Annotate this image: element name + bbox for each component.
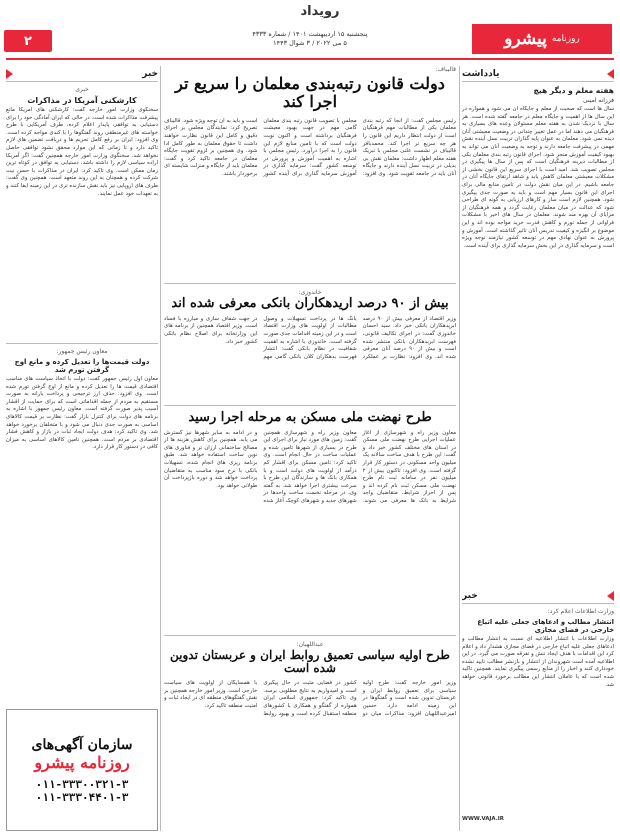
left-news2-title: دولت قیمت‌ها را تعدیل کرده و مانع اوج گرفتن تورم شد (14, 358, 150, 374)
article4-kicker: عبداللهیان: (296, 640, 324, 648)
article4-body: وزیر امور خارجه گفت: طرح اولیه سیاسی برای تعمیق روابط ایران و عربستان تدوین شده است و گفتگوها در این زمینه ادامه دارد. حسین امیرعبداللهیان افزود: مذاکرات میان دو کشور در فضایی مثبت در حال پیگیری است و امیدواریم به نتایج مطلوبی برسد. وی تاکید کرد: جمهوری اسلامی ایران همواره از گفتگو و همکاری با کشورهای منطقه استقبال کرده است و بهبود روابط با همسایگان از اولویت های سیاست خارجی است. وزیر امور خارجه همچنین بر نقش گفتگوهای منطقه ای در ایجاد ثبات و امنیت منطقه تاکید کرد. (164, 680, 456, 717)
rule (164, 405, 456, 406)
advertisement-box (6, 709, 158, 831)
ad-line2: روزنامه پیشرو (34, 752, 130, 772)
left-news1-kicker: خبری (75, 86, 89, 93)
page-number: ۲ (4, 30, 52, 52)
news-kicker: وزارت اطلاعات اعلام کرد: (547, 608, 614, 615)
article2-body: وزیر اقتصاد از معرفی بیش از ۹۰ درصد ابرپدهکاران بانکی خبر داد. سید احسان خاندوزی گفت: در اجرای تکالیف قانونی، فهرست ابربدهکاران بانکی منتشر شده است و بیش از ۹۰ درصد آنان معرفی شده اند. وی افزود: نظارت بر عملکرد بانک ها در پرداخت تسهیلات و وصول مطالبات از اولویت های وزارت اقتصاد است و در این زمینه اقدامات جدی صورت گرفته است. خاندوزی با اشاره به اهمیت شفافیت در نظام بانکی گفت: انتشار فهرست بدهکاران کلان بانکی گامی مهم در جهت شفاف سازی و مبارزه با فساد است. وزیر اقتصاد همچنین از برنامه های این وزارتخانه برای اصلاح نظام بانکی کشور خبر داد. (164, 315, 456, 360)
section-tag-news (462, 588, 614, 604)
column-divider-right (459, 66, 460, 831)
article1-kicker: قالیباف: (435, 66, 456, 73)
logo-text: پیشرو (504, 29, 547, 49)
article1-body: رئیس مجلس گفت: از آنجا که رتبه بندی معلمان یکی از مطالبات مهم فرهنگیان است از دولت انتظار داریم این قانون را هر چه سریع تر اجرا کند. محمدباقر قالیباف در نشست علنی مجلس با تبریک هفته معلم اظهار داشت: معلمان نقش بی بدیلی در تربیت نسل آینده دارند و جایگاه آنان باید در جامعه تقویت شود. وی افزود: مجلس با تصویب قانون رتبه بندی معلمان گامی مهم در جهت بهبود معیشت فرهنگیان برداشته است و اکنون نوبت دولت است که با تامین منابع لازم این قانون را به اجرا درآورد. رئیس مجلس با اشاره به اهمیت آموزش و پرورش در توسعه کشور گفت: سرمایه گذاری در آموزش سرمایه گذاری برای آینده کشور است و باید به آن توجه ویژه شود. قالیباف تصریح کرد: نمایندگان مجلس بر اجرای دقیق و کامل این قانون نظارت خواهند داشت تا حقوق معلمان به طور کامل ادا شود. وی همچنین بر لزوم تقویت جایگاه معلمان در جامعه تاکید کرد و گفت: معلمان باید از جایگاه و منزلت شایسته ای برخوردار باشند. (164, 117, 456, 177)
note-title: هفته معلم و دیگر هیچ (533, 86, 614, 95)
news-website[interactable]: WWW.VAJA.IR (462, 816, 504, 822)
article2-headline: بیش از ۹۰ درصد اریدهکاران بانکی معرفی شده اند (171, 295, 449, 311)
section-title: رویداد (300, 4, 340, 19)
column-divider-left (160, 66, 161, 831)
dateline-other: ۵ می ۲۰۲۲ / ۳ شوال ۱۴۴۳ (273, 39, 347, 47)
article3-headline: طرح نهضت ملی مسکن به مرحله اجرا رسید (188, 409, 432, 425)
left-news1-title: کارشکنی آمریکا در مذاکرات (27, 96, 137, 105)
newspaper-logo (472, 24, 612, 54)
left-news2-kicker: معاون رئیس جمهور: (56, 348, 108, 355)
news-title: انتشار مطالب و ادعاهای جعلی علیه اتباع خارجی در فضای مجازی (477, 618, 614, 634)
left-news2-body: معاون اول رئیس جمهور گفت: دولت با اتخاذ سیاست های مناسب اقتصادی قیمت ها را تعدیل کرده و مانع از اوج گرفتن تورم شده است. وی افزود: حذف ارز ترجیحی و پرداخت یارانه به صورت مستقیم به مردم از جمله اقداماتی است که برای حمایت از اقشار آسیب پذیر صورت گرفته است. معاون رئیس جمهور با اشاره به برنامه های دولت برای کنترل بازار گفت: نظارت بر قیمت کالاهای اساسی به صورت جدی دنبال می شود و با متخلفان برخورد خواهد شد. وی تاکید کرد: هدف دولت ایجاد ثبات در بازار و کاهش فشار اقتصادی بر مردم است. همچنین تامین کالاهای اساسی به میزان کافی در دستور کار قرار دارد. (6, 376, 158, 451)
tag-arrow-icon (607, 591, 614, 601)
dateline-persian: پنجشنبه ۱۵ اردیبهشت ۱۴۰۱ / شماره ۴۳۳۳ (252, 30, 368, 38)
note-author: فرزانه امینی (582, 97, 614, 104)
logo-prefix: روزنامه (551, 34, 580, 44)
ad-phone1: ۰۱۱-۳۳۳۰۰۳۲۱-۳ (35, 777, 129, 791)
ad-phone2: ۰۱۱-۳۳۳۰۴۴۰۱-۳ (35, 790, 129, 804)
rule (6, 343, 158, 344)
ad-line1: سازمان آگهی‌های (31, 736, 133, 753)
dateline (210, 30, 410, 48)
tag-arrow-icon (6, 69, 13, 79)
tag-label: خبر (142, 68, 158, 79)
tag-arrow-icon (607, 69, 614, 79)
article1-headline: دولت قانون رتبه‌بندی معلمان را سریع تر اجرا کند (175, 74, 445, 112)
tag-label: خبر (462, 590, 478, 601)
news-body: وزارت اطلاعات با انتشار اطلاعیه ای نسبت به انتشار مطالب و ادعاهای جعلی علیه اتباع خارجی در فضای مجازی هشدار داد و اعلام کرد این اقدامات با هدف ایجاد تنش و تفرقه صورت می گیرد. در این اطلاعیه آمده است شهروندان از انتشار و بازنشر مطالب تایید نشده خودداری کنند و اخبار را از منابع رسمی پیگیری نمایند. همچنین تاکید شده است که با عاملان انتشار این مطالب برخورد قانونی خواهد شد. (462, 636, 614, 688)
section-tag-note (462, 66, 614, 82)
page-header (0, 0, 620, 62)
right-column (462, 66, 614, 831)
article3-body: معاون وزیر راه و شهرسازی از آغاز عملیات اجرایی طرح نهضت ملی مسکن در استان های مختلف کشور خبر داد و گفت: این طرح با هدف ساخت سالانه یک میلیون واحد مسکونی در دستور کار قرار گرفته است. وی افزود: تاکنون بیش از ۲ میلیون نفر در سامانه ثبت نام طرح نهضت ملی مسکن ثبت نام کرده اند و پس از احراز شرایط، متقاضیان واجد شرایط به بانک ها معرفی می شوند. معاون وزیر راه و شهرسازی همچنین گفت: زمین های مورد نیاز برای اجرای این طرح در بسیاری از شهرها تامین شده و عملیات ساخت در حال انجام است. وی تاکید کرد: تامین مسکن برای اقشار کم درآمد از اولویت های دولت است و با همکاری بانک ها و سازندگان این طرح با سرعت بیشتری اجرا خواهد شد. به گفته وی، در مرحله نخست ساخت واحدها در شهرهای جدید و شهرهای کوچک آغاز شده و در ادامه به سایر شهرها نیز گسترش می یابد. همچنین برای کاهش هزینه ها از مصالح ساختمانی ارزان تر و فناوری های نوین ساخت استفاده خواهد شد. طبق برنامه ریزی های انجام شده، تسهیلات بانکی با نرخ سود مناسب به متقاضیان پرداخت خواهد شد و دوره بازپرداخت آن طولانی خواهد بود. (164, 429, 456, 504)
tag-label: یادداشت (462, 68, 500, 79)
rule (164, 283, 456, 284)
left-news1-body: سخنگوی وزارت امور خارجه گفت: کارشکنی های آمریکا مانع پیشرفت مذاکرات شده است. در حالی که ایران آمادگی خود را برای دستیابی به توافقی پایدار اعلام کرده، طرف آمریکایی با طرح خواسته های غیرمنطقی روند گفتگوها را با کندی مواجه کرده است. وی افزود: ایران بر رفع کامل تحریم ها و دریافت تضمین های لازم تاکید دارد و تا زمانی که این موارد محقق نشود توافقی حاصل نخواهد شد. سخنگوی وزارت امور خارجه همچنین گفت: اگر آمریکا اراده سیاسی لازم را داشته باشد، دستیابی به توافق در کوتاه ترین زمان ممکن است. وی تاکید کرد: ایران در مذاکرات با حسن نیت شرکت کرده و همچنان به این روند متعهد است. همچنین وی گفت: طرف های اروپایی نیز باید نقش سازنده تری در این زمینه ایفا کنند و به تعهدات خود عمل نمایند. (6, 107, 158, 197)
middle-column (164, 66, 456, 831)
article2-kicker: خاندوزی: (298, 288, 322, 296)
section-tag-news (6, 66, 158, 82)
note-body: سال ها است که صحبت از معلم و جایگاه آن می شود و همواره در این سال ها از اهمیت و جایگاه معلم در جامعه گفته شده است. هر سال با نزدیک شدن به هفته معلم مسئولان وعده های بسیاری به فرهنگیان می دهند اما در عمل تغییر چندانی در وضعیت معیشتی آنان دیده نمی شود. معلمان به عنوان پایه گذاران تربیت نسل آینده نقش مهمی در پیشرفت جامعه دارند و توجه به وضعیت آنان می تواند به بهبود کیفیت آموزش منجر شود. اجرای قانون رتبه بندی معلمان یکی از مطالبات دیرینه فرهنگیان است که پس از سال ها پیگیری در مجلس تصویب شد. امید است با اجرای سریع این قانون بخشی از مشکلات معیشتی معلمان کاهش یابد و شاهد ارتقای جایگاه آنان در جامعه باشیم. در این میان نقش دولت در تامین منابع مالی برای اجرای این قانون بسیار مهم است و باید به صورت جدی پیگیری شود. همچنین لازم است ساز و کارهای ارزیابی به گونه ای طراحی شود که عدالت در میان معلمان رعایت گردد و همه فرهنگیان از مزایای آن بهره مند شوند. معلمان در سال های اخیر با مشکلات فراوانی از جمله تورم و کاهش قدرت خرید مواجه بوده اند و این موضوع بر انگیزه و کیفیت تدریس آنان تاثیر گذاشته است. آموزش و پرورش به عنوان نهادی مهم در توسعه کشور نیازمند توجه ویژه است و سرمایه گذاری در این بخش سرمایه گذاری برای آینده است. (462, 106, 614, 249)
article4-headline: طرح اولیه سیاسی تعمیق روابط ایران و عربستان تدوین شده است (170, 647, 450, 676)
header-rule (6, 58, 614, 60)
rule (164, 635, 456, 636)
